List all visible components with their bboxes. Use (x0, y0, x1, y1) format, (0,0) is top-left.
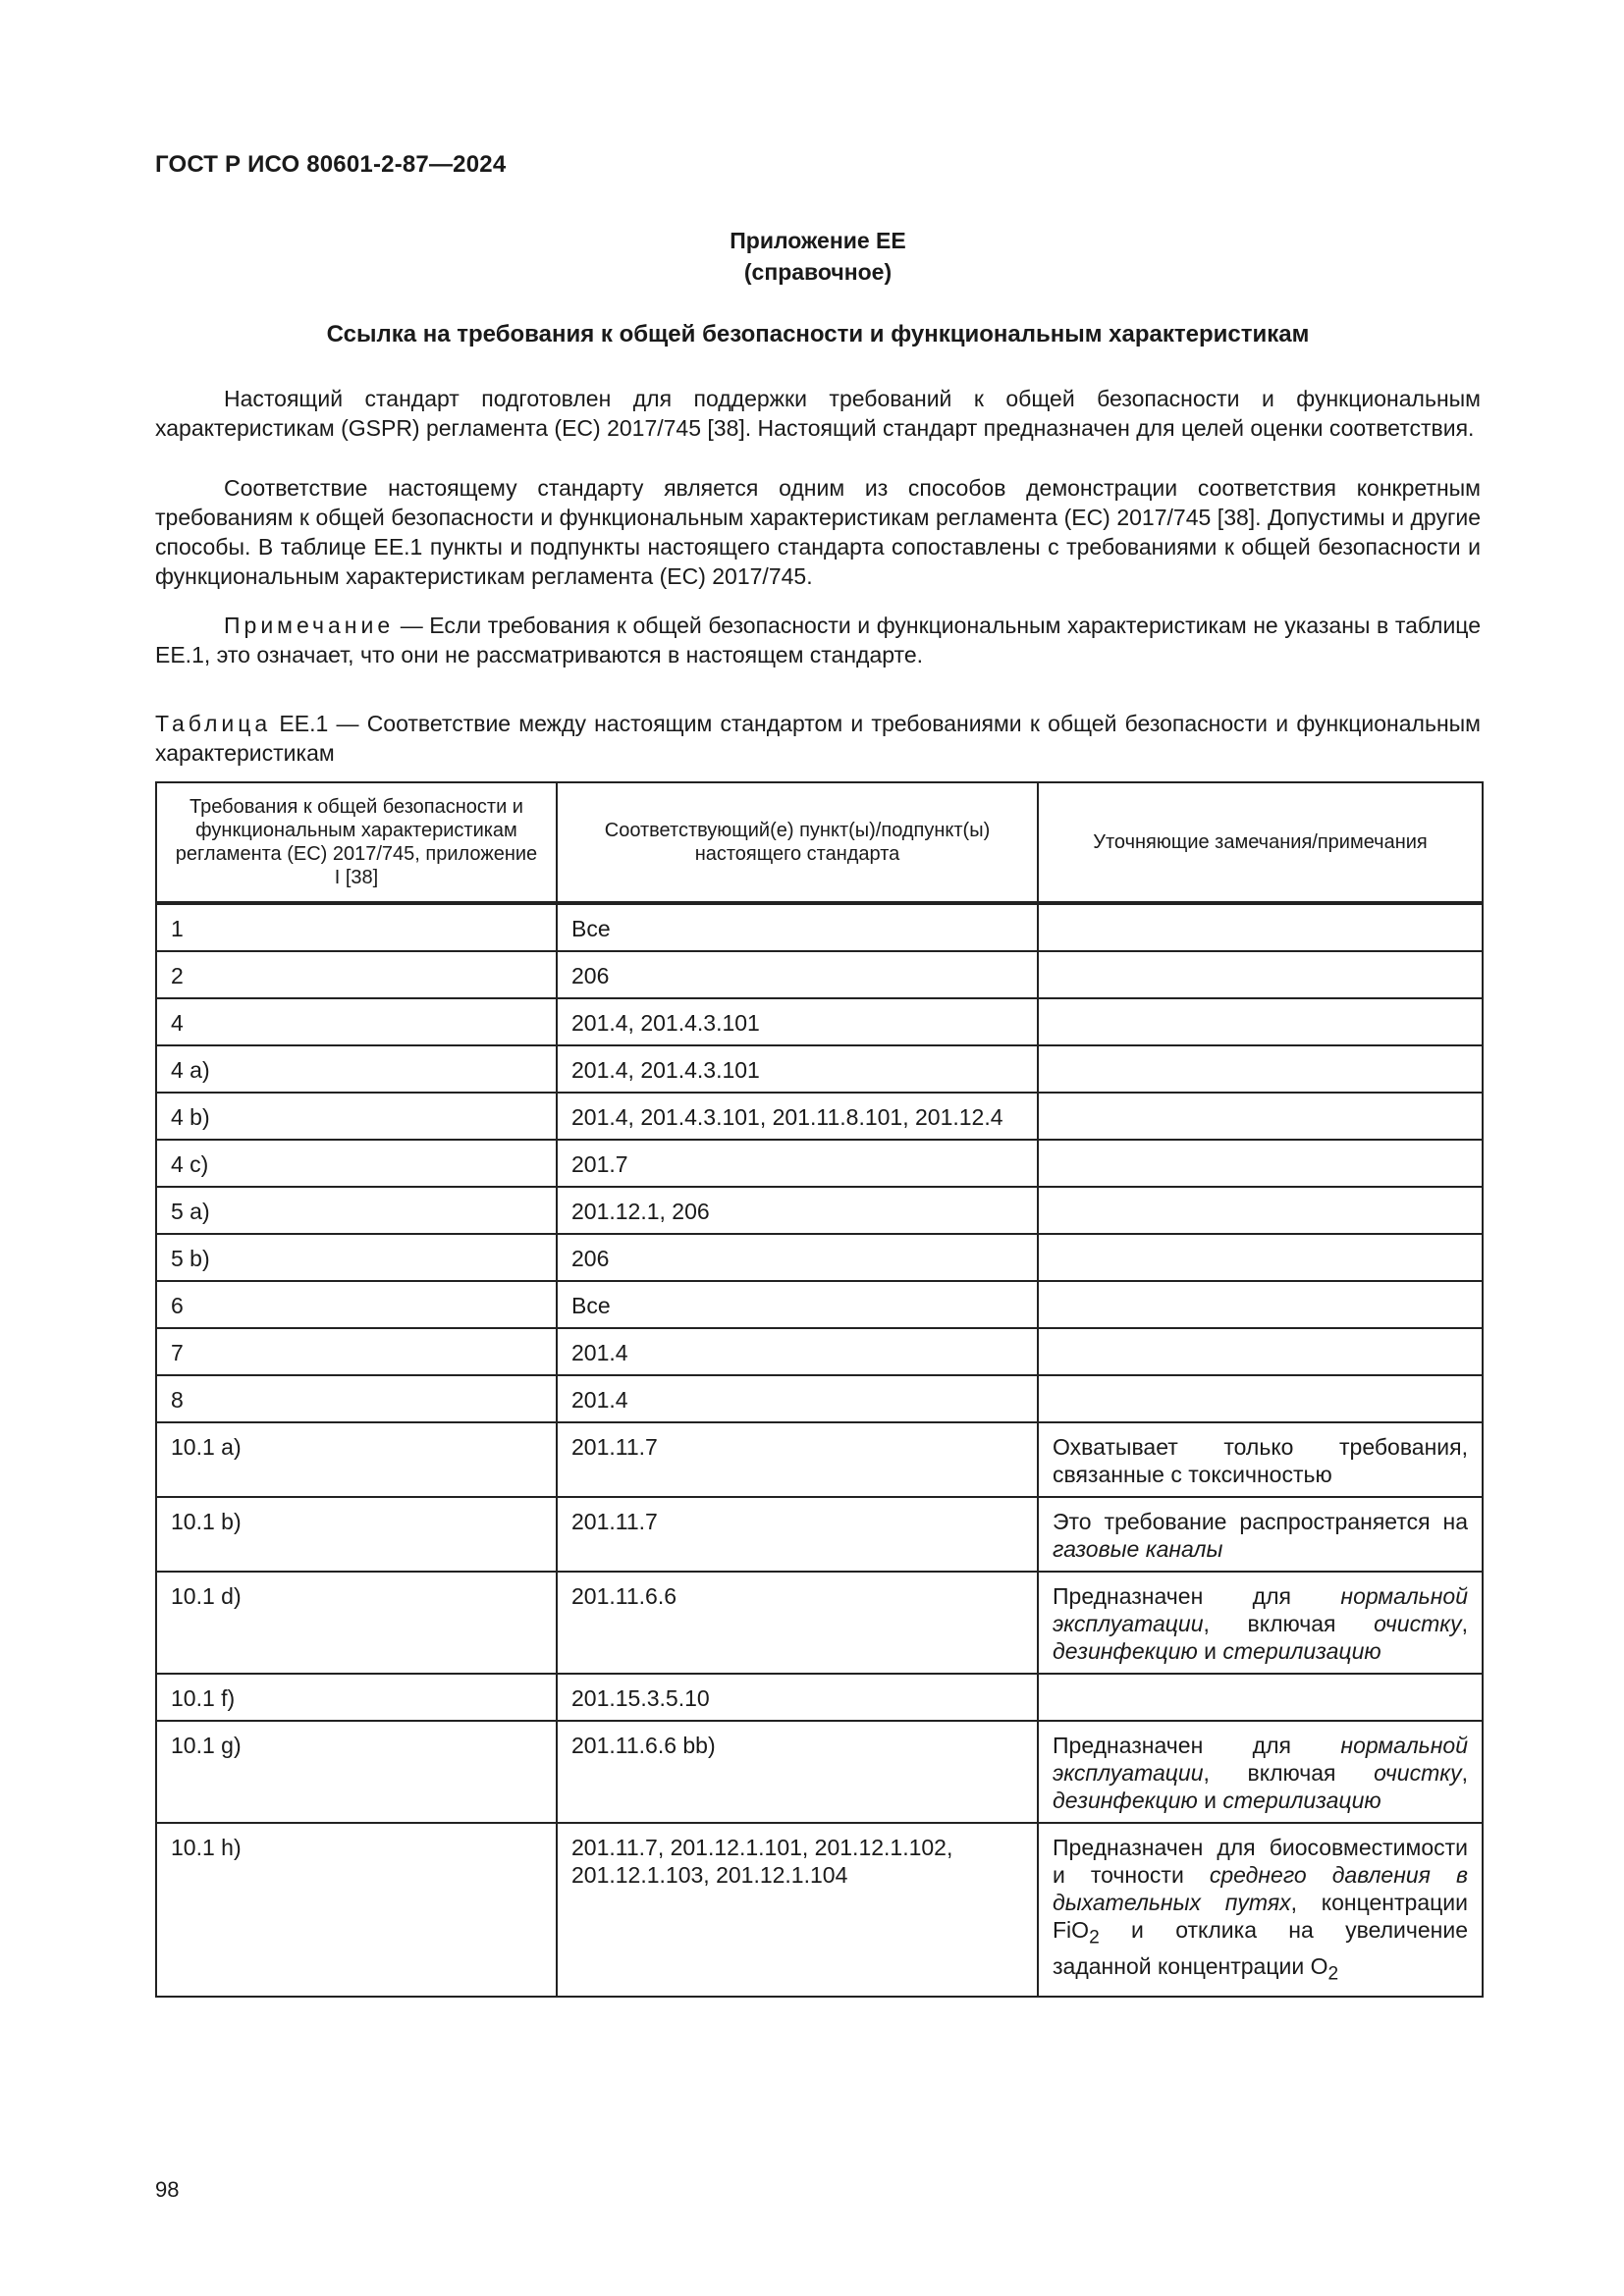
table-row (156, 1187, 1483, 1234)
page-number: 98 (155, 2177, 180, 2202)
remark-cell (1038, 1497, 1483, 1572)
table-row (156, 1281, 1483, 1328)
table-row (156, 1422, 1483, 1497)
remark-cell (1038, 1721, 1483, 1823)
note-label: Примечание (224, 613, 395, 638)
requirement-cell: 1 (156, 903, 557, 951)
table-row (156, 1572, 1483, 1674)
table-row (156, 1375, 1483, 1422)
remark-cell (1038, 1234, 1483, 1281)
clause-cell: 201.4, 201.4.3.101, 201.11.8.101, 201.12.4 (557, 1093, 1038, 1140)
annex-heading: Ссылка на требования к общей безопасности и функциональным характеристикам (326, 321, 1310, 347)
clause-cell: 201.4 (557, 1328, 1038, 1375)
header-requirements: Требования к общей безопасности и функциональным характеристикам регламента (ЕС) 2017/745, приложение I [38] (156, 782, 557, 903)
table-row (156, 951, 1483, 998)
table-row (156, 903, 1483, 951)
remark-text: и (1197, 1638, 1223, 1664)
table-caption-text: ЕЕ.1 — Соответствие между настоящим стандартом и требованиями к общей безопасности и функциональным характеристикам (155, 711, 1481, 766)
paragraph-2: Соответствие настоящему стандарту является одним из способов демонстрации соответствия конкретным требованиям к общей безопасности и функциональным характеристикам регламента (ЕС) 2017/745 [38]. Допустимы и другие способы. В таблице ЕЕ.1 пункты и подпункты настоящего стандарта сопоставлены с требованиями к общей безопасности и функциональным характеристикам регламента (ЕС) 2017/745. (155, 475, 1481, 589)
remark-cell (1038, 1281, 1483, 1328)
requirement-cell: 10.1 d) (156, 1572, 557, 1674)
remark-cell (1038, 951, 1483, 998)
table-row (156, 1093, 1483, 1140)
remark-cell (1038, 903, 1483, 951)
requirement-cell: 6 (156, 1281, 557, 1328)
remark-term: нормальной эксплуатации (1053, 1733, 1468, 1786)
clause-cell: 201.11.7 (557, 1422, 1038, 1497)
requirement-cell: 10.1 h) (156, 1823, 557, 1997)
remark-term: газовые каналы (1053, 1536, 1223, 1562)
remark-cell (1038, 1674, 1483, 1721)
table-row (156, 1328, 1483, 1375)
clause-cell: 206 (557, 1234, 1038, 1281)
clause-cell: 201.11.7, 201.12.1.101, 201.12.1.102, 201.12.1.103, 201.12.1.104 (557, 1823, 1038, 1997)
remark-text: , (1461, 1760, 1468, 1786)
subscript: 2 (1089, 1927, 1100, 1949)
requirement-cell: 5 a) (156, 1187, 557, 1234)
remark-term: дезинфекцию (1053, 1788, 1198, 1813)
remark-text: Предназначен для (1053, 1583, 1341, 1609)
clause-cell: 201.11.6.6 bb) (557, 1721, 1038, 1823)
remark-text: Охватывает только требования, связанные с токсичностью (1053, 1434, 1468, 1487)
clause-cell: 201.12.1, 206 (557, 1187, 1038, 1234)
remark-text: , включая (1203, 1611, 1375, 1636)
table-row (156, 1234, 1483, 1281)
table-row (156, 1721, 1483, 1823)
remark-cell (1038, 1187, 1483, 1234)
remark-text: и отклика на увеличение заданной концентрации O (1053, 1917, 1468, 1979)
header-clauses: Соответствующий(е) пункт(ы)/подпункт(ы) настоящего стандарта (557, 782, 1038, 903)
table-caption (155, 709, 1481, 768)
remark-text: Это требование распространяется на (1053, 1509, 1468, 1534)
requirement-cell: 7 (156, 1328, 557, 1375)
remark-cell (1038, 1045, 1483, 1093)
requirement-cell: 10.1 a) (156, 1422, 557, 1497)
document-id-header: ГОСТ Р ИСО 80601-2-87—2024 (155, 151, 507, 178)
clause-cell: 201.4, 201.4.3.101 (557, 1045, 1038, 1093)
remark-term: нормальной эксплуатации (1053, 1583, 1468, 1636)
remark-text: Предназначен для (1053, 1733, 1341, 1758)
note-paragraph (155, 611, 1481, 669)
remark-cell (1038, 998, 1483, 1045)
note-text: — Если требования к общей безопасности и функциональным характеристикам не указаны в таблице ЕЕ.1, это означает, что они не рассматриваются в настоящем стандарте. (155, 613, 1481, 667)
header-remarks: Уточняющие замечания/примечания (1038, 782, 1483, 903)
requirement-cell: 2 (156, 951, 557, 998)
remark-cell (1038, 1823, 1483, 1997)
clause-cell: 201.11.7 (557, 1497, 1038, 1572)
clause-cell: Все (557, 903, 1038, 951)
correspondence-table (155, 781, 1484, 1998)
clause-cell: 201.4 (557, 1375, 1038, 1422)
remark-cell (1038, 1572, 1483, 1674)
remark-text: , (1461, 1611, 1468, 1636)
subscript: 2 (1327, 1963, 1339, 1985)
clause-cell: 201.15.3.5.10 (557, 1674, 1038, 1721)
requirement-cell: 4 (156, 998, 557, 1045)
clause-cell: 201.4, 201.4.3.101 (557, 998, 1038, 1045)
requirement-cell: 8 (156, 1375, 557, 1422)
requirement-cell: 4 a) (156, 1045, 557, 1093)
requirement-cell: 4 c) (156, 1140, 557, 1187)
requirement-cell: 10.1 f) (156, 1674, 557, 1721)
remark-text: , включая (1203, 1760, 1375, 1786)
remark-term: очистку (1374, 1611, 1462, 1636)
requirement-cell: 10.1 g) (156, 1721, 557, 1823)
clause-cell: 201.11.6.6 (557, 1572, 1038, 1674)
remark-cell (1038, 1375, 1483, 1422)
table-caption-label: Таблица (155, 711, 272, 736)
table-row (156, 1045, 1483, 1093)
remark-cell (1038, 1093, 1483, 1140)
remark-cell (1038, 1422, 1483, 1497)
clause-cell: Все (557, 1281, 1038, 1328)
table-row (156, 1140, 1483, 1187)
remark-term: стерилизацию (1222, 1638, 1381, 1664)
remark-text: , концентрации FiO (1053, 1890, 1468, 1943)
remark-term: стерилизацию (1222, 1788, 1381, 1813)
remark-text: Предназначен для биосовместимости и точности (1053, 1835, 1468, 1888)
requirement-cell: 5 b) (156, 1234, 557, 1281)
table-row (156, 1823, 1483, 1997)
requirement-cell: 10.1 b) (156, 1497, 557, 1572)
clause-cell: 201.7 (557, 1140, 1038, 1187)
paragraph-1: Настоящий стандарт подготовлен для поддержки требований к общей безопасности и функциональным характеристикам (GSPR) регламента (ЕС) 2017/745 [38]. Настоящий стандарт предназначен для целей оценки соответствия. (155, 386, 1481, 441)
remark-text: и (1197, 1788, 1223, 1813)
table-row (156, 1674, 1483, 1721)
table-row (156, 998, 1483, 1045)
remark-cell (1038, 1140, 1483, 1187)
remark-cell (1038, 1328, 1483, 1375)
remark-term: очистку (1374, 1760, 1462, 1786)
table-row (156, 1497, 1483, 1572)
table-header-row (156, 782, 1483, 903)
requirement-cell: 4 b) (156, 1093, 557, 1140)
clause-cell: 206 (557, 951, 1038, 998)
remark-term: среднего давления в дыхательных путях (1053, 1862, 1468, 1915)
annex-title: Приложение ЕЕ (730, 228, 906, 253)
annex-subtitle: (справочное) (743, 259, 893, 285)
remark-term: дезинфекцию (1053, 1638, 1198, 1664)
